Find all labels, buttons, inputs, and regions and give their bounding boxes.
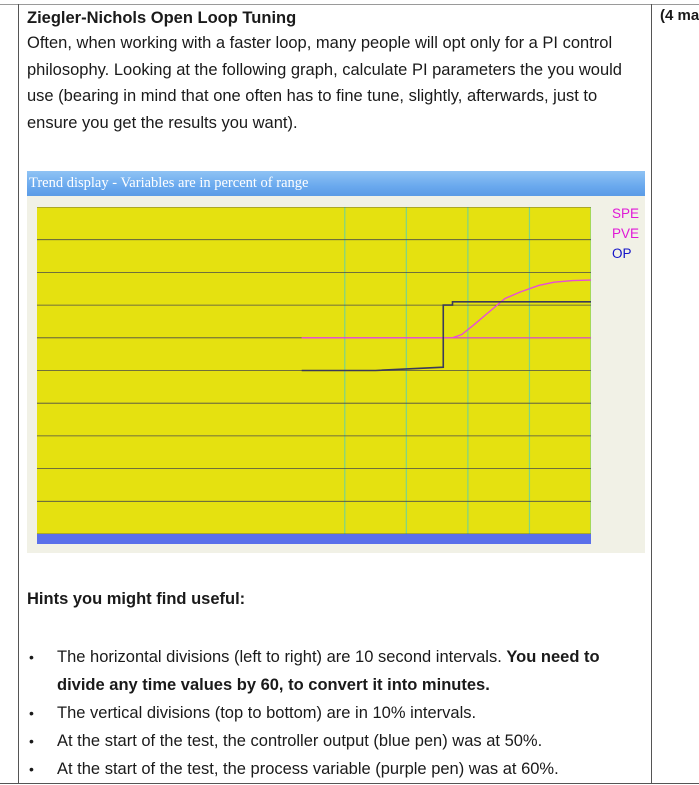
trend-legend [612, 204, 639, 264]
question-text: Often, when working with a faster loop, many people will opt only for a PI control philosophy. Looking at the following graph, calculate PI parameters the you would use (bearing in mind that one often has to fine tune, slightly, afterwards, just to ensure you get the results you want). [27, 34, 622, 132]
hint-item [27, 643, 647, 699]
hint-text: The vertical divisions (top to bottom) are in 10% intervals. [57, 704, 477, 722]
legend-item-spe: SPE [612, 206, 640, 221]
hint-item [27, 699, 647, 727]
bullet-icon: • [29, 733, 34, 749]
hint-text: At the start of the test, the controller output (blue pen) was at 50%. [57, 732, 543, 750]
hints-title: Hints you might find useful: [27, 590, 246, 608]
legend-item-pve: PVE [612, 226, 640, 241]
trend-header-bar [27, 171, 645, 196]
trend-display [27, 171, 645, 553]
trend-chart [37, 207, 591, 544]
marks-label: (4 ma [660, 7, 699, 24]
plot-bottom-bar [37, 534, 591, 544]
trend-plot [37, 207, 591, 544]
trend-header-title: Trend display - Variables are in percent of range [29, 175, 309, 191]
table-top-border [0, 4, 699, 5]
hint-text: The horizontal divisions (left to right) are 10 second intervals. [57, 648, 507, 666]
hint-emphasis: You need to divide any time values by 60, to convert it into minutes. [57, 648, 600, 694]
bullet-icon: • [29, 705, 34, 721]
question-block [27, 7, 647, 136]
table-right-border [651, 4, 652, 784]
table-bottom-border [0, 783, 699, 784]
hint-item [27, 755, 647, 783]
bullet-icon: • [29, 649, 34, 665]
bullet-icon: • [29, 761, 34, 777]
hint-item [27, 727, 647, 755]
hints-list [27, 643, 647, 783]
table-left-border [18, 4, 19, 784]
question-title: Ziegler-Nichols Open Loop Tuning [27, 9, 297, 27]
hint-text: At the start of the test, the process variable (purple pen) was at 60%. [57, 760, 559, 778]
legend-item-op: OP [612, 246, 632, 261]
